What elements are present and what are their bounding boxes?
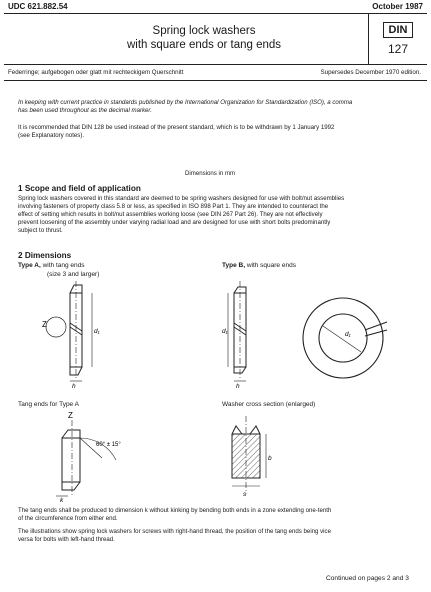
section-1-line-3: effect of setting which results in bolt/nut assemblies working loose (see DIN 267 Part 26). They are not effectively [18,211,323,218]
tang-angle-mark: 60° ± 15° [96,442,121,448]
type-b-h-mark: h [236,383,240,390]
title-block [4,13,427,65]
udc-code: UDC 621.882.54 [8,2,68,11]
tang-k-mark: k [60,497,64,504]
type-b-plan-d1-mark: d₁ [345,331,351,338]
dimensions-unit: Dimensions in mm [185,170,236,177]
section-2-heading: 2 Dimensions [18,251,72,260]
cross-section-label: Washer cross section (enlarged) [222,401,316,408]
section-2-line-3: The illustrations show spring lock washers for screws with right-hand thread, the position of the tang ends being vice [18,528,331,535]
tang-ends-label: Tang ends for Type A [18,401,79,408]
type-a-drawing [30,275,150,390]
type-b-label: Type B, with square ends [222,262,296,269]
type-b-side-d1-mark: d₁ [222,328,228,335]
din-block [368,14,427,64]
type-a-d1-mark: d₁ [94,328,100,335]
detail-z-mark: Z [42,320,47,329]
section-2-line-4: versa for bolts with left-hand thread. [18,536,115,543]
iso-note-line-1: In keeping with current practice in standards published by the International Organization for Standardization (ISO), a comma [18,99,353,106]
tang-ends-drawing [40,408,150,503]
type-b-side-drawing [218,275,288,390]
section-2-line-2: of the circumference from either end. [18,515,118,522]
type-a-label: Type A, with tang ends [18,262,85,269]
din-number: 127 [387,42,409,56]
type-a-size: (size 3 and larger) [47,271,100,278]
divider [4,80,427,81]
recommendation-line-2: (see Explanatory notes). [18,132,85,139]
section-1-line-1: Spring lock washers covered in this standard are deemed to be spring washers designed for use with bolt/nut assemblies [18,195,345,202]
continued-note: Continued on pages 2 and 3 [326,575,409,582]
section-1-heading: 1 Scope and field of application [18,184,141,193]
recommendation-line-1: It is recommended that DIN 128 be used instead of the present standard, which is to be withdrawn by 1 January 1992 [18,124,335,131]
cross-b-mark: b [268,455,272,462]
cross-s-mark: s [243,491,247,498]
german-subtitle: Federringe; aufgebogen oder glatt mit rechteckigem Querschnitt [8,69,184,76]
header-top [4,2,427,12]
title-line-1: Spring lock washers [152,25,256,37]
issue-date: October 1987 [372,2,423,11]
din-logo: DIN [383,22,413,38]
section-1-line-5: subject to thrust. [18,227,63,234]
type-a-h-mark: h [72,383,76,390]
section-1-line-2: involving fasteners of property class 5.8 or less, as specified in ISO 898 Part 1. They are intended to counteract the [18,203,329,210]
section-2-line-1: The tang ends shall be produced to dimension k without kinking by bending both ends in a zone extending one-tenth [18,507,332,514]
iso-note-line-2: has been used throughout as the decimal marker. [18,107,152,114]
section-1-line-4: prevent loosening of the assembly under varying radial load and are designed for use with short bolts predominantly [18,219,331,226]
tang-z-mark: Z [68,411,73,420]
supersedes-note: Supersedes December 1970 edition. [320,69,421,76]
cross-section-drawing [222,412,282,500]
title-line-2: with square ends or tang ends [126,39,282,51]
type-b-plan-drawing [295,290,395,390]
document-title [64,24,344,52]
